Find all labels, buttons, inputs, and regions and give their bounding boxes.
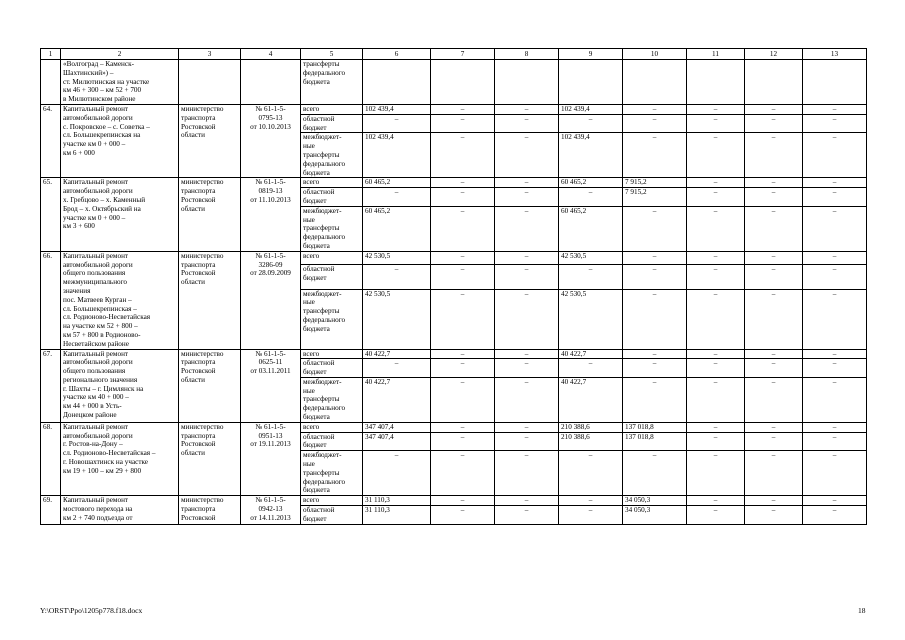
value-cell: 7 915,2 — [623, 188, 687, 207]
value-cell: – — [623, 114, 687, 133]
table-row — [41, 422, 867, 432]
value-cell: – — [495, 133, 559, 178]
value-cell: – — [623, 289, 687, 349]
value-cell: 60 465,2 — [363, 178, 431, 188]
value-cell: – — [623, 133, 687, 178]
object-name-cell: «Волгоград – Каменск- Шахтинский») – ст. Милютинская на участке км 46 + 300 – км 52 + 700 в Милютинском районе — [61, 60, 179, 105]
value-cell: – — [431, 422, 495, 432]
value-cell: 40 422,7 — [363, 349, 431, 359]
organization-cell: министерство транспорта Ростовской области — [179, 251, 241, 349]
organization-cell: министерство транспорта Ростовской области — [179, 178, 241, 251]
value-cell: 40 422,7 — [559, 377, 623, 422]
column-header: 5 — [301, 49, 363, 60]
row-number-cell: 65. — [41, 178, 61, 251]
row-number-cell: 64. — [41, 104, 61, 177]
value-cell: – — [495, 178, 559, 188]
value-cell: – — [687, 114, 745, 133]
continuation-row — [41, 60, 867, 105]
column-header: 3 — [179, 49, 241, 60]
column-header: 7 — [431, 49, 495, 60]
value-cell: – — [495, 349, 559, 359]
value-cell — [431, 60, 495, 105]
funding-type-cell: всего — [301, 178, 363, 188]
value-cell: – — [363, 114, 431, 133]
value-cell: – — [431, 289, 495, 349]
value-cell: – — [623, 251, 687, 264]
row-number-cell: 67. — [41, 349, 61, 422]
value-cell: – — [803, 133, 867, 178]
column-header: 10 — [623, 49, 687, 60]
value-cell: – — [559, 264, 623, 289]
value-cell: – — [687, 104, 745, 114]
value-cell: – — [687, 206, 745, 251]
value-cell: – — [431, 506, 495, 525]
table-row — [41, 104, 867, 114]
value-cell: – — [803, 377, 867, 422]
value-cell: – — [431, 451, 495, 496]
value-cell: – — [745, 114, 803, 133]
value-cell: 137 018,8 — [623, 432, 687, 451]
column-header: 1 — [41, 49, 61, 60]
value-cell: – — [431, 432, 495, 451]
object-name-cell: Капитальный ремонт автомобильной дороги с. Покровское – с. Советка – сл. Большекрепинская на участке км 0 + 000 – км 6 + 000 — [61, 104, 179, 177]
value-cell — [363, 60, 431, 105]
column-header: 9 — [559, 49, 623, 60]
funding-type-cell: межбюджет- ные трансферты федерального бюджета — [301, 451, 363, 496]
value-cell: – — [623, 104, 687, 114]
value-cell: – — [559, 188, 623, 207]
value-cell: – — [687, 506, 745, 525]
value-cell: – — [687, 349, 745, 359]
value-cell: 102 439,4 — [559, 133, 623, 178]
value-cell: 347 407,4 — [363, 422, 431, 432]
value-cell: – — [495, 206, 559, 251]
value-cell: – — [623, 349, 687, 359]
value-cell: 42 530,5 — [363, 289, 431, 349]
value-cell: 60 465,2 — [363, 206, 431, 251]
value-cell: 40 422,7 — [363, 377, 431, 422]
column-header: 8 — [495, 49, 559, 60]
value-cell: – — [803, 496, 867, 506]
funding-type-cell: всего — [301, 422, 363, 432]
footer-page-number: 18 — [858, 606, 866, 615]
funding-type-cell: межбюджет- ные трансферты федерального бюджета — [301, 206, 363, 251]
value-cell: – — [431, 114, 495, 133]
funding-type-cell: областной бюджет — [301, 264, 363, 289]
object-name-cell: Капитальный ремонт автомобильной дороги общего пользования межмуниципального значения пос. Матвеев Курган – сл. Большекрепинская – сл. Родионово-Несветайская на участке км 52 + 800 – км 57 + 800 в Родионово- Несветайском районе — [61, 251, 179, 349]
value-cell: – — [687, 496, 745, 506]
value-cell: – — [431, 206, 495, 251]
document-cell: № 61-1-5- 0951-13 от 19.11.2013 — [241, 422, 301, 495]
value-cell — [559, 60, 623, 105]
column-header: 12 — [745, 49, 803, 60]
row-number-cell — [41, 60, 61, 105]
funding-type-cell: областной бюджет — [301, 114, 363, 133]
value-cell: – — [745, 289, 803, 349]
value-cell: – — [559, 496, 623, 506]
value-cell: – — [803, 289, 867, 349]
value-cell: 40 422,7 — [559, 349, 623, 359]
value-cell: – — [431, 178, 495, 188]
value-cell: – — [495, 377, 559, 422]
value-cell: – — [495, 251, 559, 264]
header-row — [41, 49, 867, 60]
value-cell: – — [431, 496, 495, 506]
value-cell: – — [431, 349, 495, 359]
value-cell: – — [559, 506, 623, 525]
value-cell: – — [431, 264, 495, 289]
value-cell: – — [687, 377, 745, 422]
value-cell: – — [803, 114, 867, 133]
value-cell: – — [745, 104, 803, 114]
value-cell: – — [431, 377, 495, 422]
value-cell: – — [687, 359, 745, 378]
row-number-cell: 69. — [41, 496, 61, 524]
value-cell: – — [495, 359, 559, 378]
value-cell: 34 050,3 — [623, 496, 687, 506]
value-cell: – — [745, 349, 803, 359]
value-cell — [623, 60, 687, 105]
object-name-cell: Капитальный ремонт автомобильной дороги х. Гребцово – х. Каменный Брод – х. Октябрьский на участке км 0 + 000 – км 3 + 600 — [61, 178, 179, 251]
value-cell: – — [745, 377, 803, 422]
organization-cell: министерство транспорта Ростовской области — [179, 104, 241, 177]
value-cell: 42 530,5 — [559, 289, 623, 349]
value-cell: – — [363, 359, 431, 378]
value-cell: – — [623, 206, 687, 251]
funding-type-cell: областной бюджет — [301, 432, 363, 451]
value-cell: – — [803, 506, 867, 525]
column-header: 2 — [61, 49, 179, 60]
funding-type-cell: областной бюджет — [301, 359, 363, 378]
value-cell: – — [495, 422, 559, 432]
document-cell: № 61-1-5- 0795-13 от 10.10.2013 — [241, 104, 301, 177]
value-cell: – — [687, 289, 745, 349]
column-header: 4 — [241, 49, 301, 60]
value-cell: – — [745, 506, 803, 525]
funding-type-cell: всего — [301, 349, 363, 359]
value-cell: 31 110,3 — [363, 496, 431, 506]
value-cell: – — [803, 188, 867, 207]
value-cell: 60 465,2 — [559, 206, 623, 251]
value-cell: 42 530,5 — [559, 251, 623, 264]
value-cell: – — [495, 432, 559, 451]
value-cell: – — [745, 496, 803, 506]
funding-type-cell: всего — [301, 104, 363, 114]
column-header: 11 — [687, 49, 745, 60]
value-cell: – — [803, 349, 867, 359]
value-cell: – — [495, 451, 559, 496]
funding-type-cell: межбюджет- ные трансферты федерального бюджета — [301, 133, 363, 178]
value-cell: – — [745, 359, 803, 378]
value-cell: – — [687, 432, 745, 451]
funding-type-cell: всего — [301, 251, 363, 264]
value-cell — [687, 60, 745, 105]
funding-type-cell: областной бюджет — [301, 506, 363, 525]
row-number-cell: 66. — [41, 251, 61, 349]
value-cell: – — [495, 496, 559, 506]
value-cell — [803, 60, 867, 105]
value-cell: – — [495, 114, 559, 133]
value-cell: – — [363, 188, 431, 207]
table-row — [41, 349, 867, 359]
value-cell: – — [623, 451, 687, 496]
value-cell: 137 018,8 — [623, 422, 687, 432]
table-row — [41, 251, 867, 264]
value-cell: – — [623, 359, 687, 378]
value-cell: – — [431, 359, 495, 378]
value-cell: 102 439,4 — [363, 104, 431, 114]
funding-type-cell: межбюджет- ные трансферты федерального бюджета — [301, 289, 363, 349]
value-cell: – — [363, 264, 431, 289]
table-row — [41, 496, 867, 506]
value-cell: – — [745, 422, 803, 432]
value-cell: – — [687, 451, 745, 496]
funding-type-cell: всего — [301, 496, 363, 506]
document-cell: № 61-1-5- 0942-13 от 14.11.2013 — [241, 496, 301, 524]
value-cell: – — [495, 264, 559, 289]
funding-type-cell: межбюджет- ные трансферты федерального бюджета — [301, 377, 363, 422]
value-cell: – — [745, 206, 803, 251]
value-cell: – — [745, 188, 803, 207]
value-cell: – — [687, 422, 745, 432]
organization-cell: министерство транспорта Ростовской области — [179, 349, 241, 422]
value-cell: – — [431, 188, 495, 207]
document-cell: № 61-1-5- 0819-13 от 11.10.2013 — [241, 178, 301, 251]
value-cell: 34 050,3 — [623, 506, 687, 525]
value-cell: 210 388,6 — [559, 432, 623, 451]
value-cell: 60 465,2 — [559, 178, 623, 188]
funding-type-cell: трансферты федерального бюджета — [301, 60, 363, 105]
value-cell: – — [431, 104, 495, 114]
object-name-cell: Капитальный ремонт автомобильной дороги общего пользования регионального значения г. Шахты – г. Цимлянск на участке км 40 + 000 – км 44 + 000 в Усть- Донецком районе — [61, 349, 179, 422]
value-cell: – — [687, 251, 745, 264]
value-cell: – — [803, 251, 867, 264]
value-cell: 42 530,5 — [363, 251, 431, 264]
value-cell: – — [559, 451, 623, 496]
object-name-cell: Капитальный ремонт автомобильной дороги г. Ростов-на-Дону – сл. Родионово-Несветайская – г. Новошахтинск на участке км 19 + 100 – км 29 + 800 — [61, 422, 179, 495]
value-cell: – — [803, 206, 867, 251]
value-cell: – — [803, 451, 867, 496]
footer-file-path: Y:\ORST\Ppo\1205p778.f18.docx — [40, 606, 143, 615]
value-cell: – — [495, 188, 559, 207]
value-cell: – — [745, 451, 803, 496]
table-row — [41, 178, 867, 188]
organization-cell: министерство транспорта Ростовской области — [179, 422, 241, 495]
value-cell: – — [431, 133, 495, 178]
value-cell: – — [803, 422, 867, 432]
document-table-container — [40, 48, 867, 525]
value-cell: – — [495, 104, 559, 114]
value-cell: – — [687, 188, 745, 207]
value-cell: 7 915,2 — [623, 178, 687, 188]
value-cell: – — [745, 264, 803, 289]
value-cell: – — [363, 451, 431, 496]
organization-cell: министерство транспорта Ростовской — [179, 496, 241, 524]
value-cell: – — [687, 178, 745, 188]
value-cell: – — [803, 104, 867, 114]
value-cell: 102 439,4 — [559, 104, 623, 114]
organization-cell — [179, 60, 241, 105]
object-name-cell: Капитальный ремонт мостового перехода на км 2 + 740 подъезда от — [61, 496, 179, 524]
document-cell — [241, 60, 301, 105]
value-cell: – — [803, 359, 867, 378]
program-table — [40, 48, 867, 525]
value-cell: – — [687, 133, 745, 178]
value-cell: 102 439,4 — [363, 133, 431, 178]
value-cell: – — [559, 359, 623, 378]
value-cell: – — [745, 251, 803, 264]
document-cell: № 61-1-5- 0625-11 от 03.11.2011 — [241, 349, 301, 422]
value-cell: – — [745, 133, 803, 178]
value-cell: 31 110,3 — [363, 506, 431, 525]
column-header: 13 — [803, 49, 867, 60]
value-cell: – — [559, 114, 623, 133]
funding-type-cell: областной бюджет — [301, 188, 363, 207]
value-cell: – — [803, 264, 867, 289]
value-cell — [495, 60, 559, 105]
value-cell: – — [495, 506, 559, 525]
value-cell: – — [687, 264, 745, 289]
value-cell: 210 388,6 — [559, 422, 623, 432]
value-cell — [745, 60, 803, 105]
value-cell: – — [495, 289, 559, 349]
column-header: 6 — [363, 49, 431, 60]
document-cell: № 61-1-5- 3286-09 от 28.09.2009 — [241, 251, 301, 349]
value-cell: 347 407,4 — [363, 432, 431, 451]
value-cell: – — [431, 251, 495, 264]
row-number-cell: 68. — [41, 422, 61, 495]
value-cell: – — [745, 178, 803, 188]
value-cell: – — [623, 264, 687, 289]
value-cell: – — [745, 432, 803, 451]
value-cell: – — [803, 432, 867, 451]
value-cell: – — [623, 377, 687, 422]
value-cell: – — [803, 178, 867, 188]
